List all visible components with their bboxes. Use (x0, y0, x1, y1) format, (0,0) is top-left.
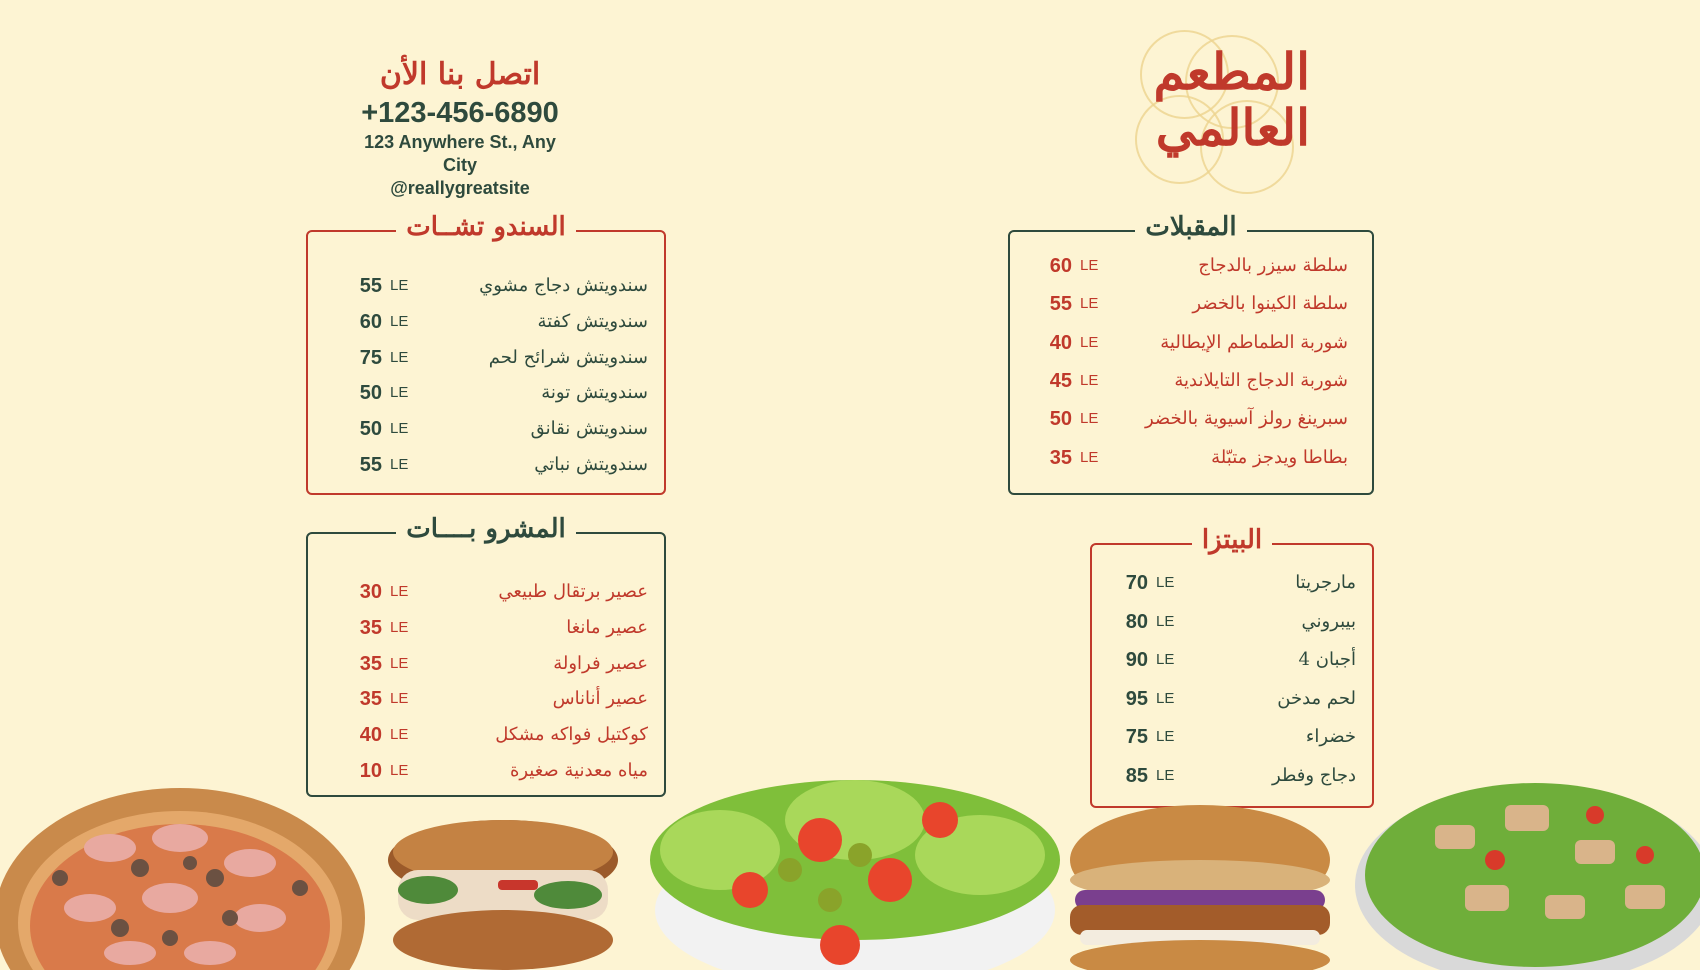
menu-item (338, 721, 648, 749)
menu-item-currency: LE (1080, 410, 1099, 428)
menu-item-currency: LE (390, 618, 409, 636)
menu-item (338, 415, 648, 443)
menu-item-price: 30 (359, 581, 382, 603)
menu-item-price: 10 (359, 760, 382, 782)
menu-item-currency: LE (1156, 651, 1175, 669)
menu-item (1104, 762, 1356, 790)
menu-item-currency: LE (390, 726, 409, 744)
menu-item (1028, 367, 1348, 395)
menu-item-currency: LE (1156, 574, 1175, 591)
menu-item-name: مارجريتا (1295, 572, 1356, 593)
menu-item-name: عصير مانغا (566, 616, 648, 638)
contact-block (330, 55, 590, 200)
menu-item-price: 60 (1049, 255, 1072, 277)
menu-item-name: دجاج وفطر (1272, 765, 1356, 786)
menu-item-currency: LE (1080, 257, 1099, 274)
menu-item (338, 578, 648, 606)
menu-item-currency: LE (390, 384, 409, 402)
caesar-salad-image (1345, 745, 1700, 970)
menu-item-price: 80 (1125, 610, 1148, 633)
menu-item (338, 451, 648, 479)
menu-item-currency: LE (390, 277, 409, 294)
menu-item-price: 35 (359, 616, 382, 639)
menu-item-name: سلطة الكينوا بالخضر (1192, 293, 1348, 315)
menu-item-name: سندويتش دجاج مشوي (479, 275, 648, 296)
menu-item-currency: LE (1080, 371, 1099, 389)
menu-item-currency: LE (1156, 612, 1175, 630)
menu-item-name: سبرينغ رولز آسيوية بالخضر (1144, 408, 1348, 430)
appetizers-title: المقبلات (1010, 212, 1372, 242)
appetizers-section (1008, 212, 1374, 495)
menu-item-price: 35 (1049, 446, 1072, 469)
logo-line-1: المطعم (1153, 42, 1310, 101)
menu-item-price: 75 (1125, 726, 1148, 749)
menu-item-name: عصير أناناس (552, 688, 648, 710)
menu-item-name: شوربة الدجاج التايلاندية (1174, 369, 1348, 391)
menu-item-currency: LE (1156, 728, 1175, 746)
menu-item (1104, 569, 1356, 597)
menu-item (1028, 252, 1348, 280)
contact-phone[interactable]: +123-456-6890 (361, 97, 559, 129)
salad-bowl-image (640, 760, 1070, 970)
menu-item (1104, 723, 1356, 751)
menu-item (338, 379, 648, 407)
menu-item-name: بيبروني (1301, 610, 1356, 632)
menu-item-price: 45 (1049, 369, 1072, 392)
burger-image (1060, 800, 1340, 970)
menu-item (1104, 646, 1356, 674)
menu-item-name: عصير برتقال طبيعي (498, 581, 648, 602)
menu-item-currency: LE (1156, 689, 1175, 707)
menu-item-price: 90 (1125, 649, 1148, 672)
menu-item-name: سندويتش شرائح لحم (488, 346, 648, 368)
pizza-section (1090, 525, 1374, 808)
drinks-title: المشرو بــــات (308, 514, 664, 544)
menu-item-price: 55 (359, 454, 382, 476)
pizza-title: البيتزا (1092, 525, 1372, 555)
menu-item (338, 650, 648, 678)
menu-item-name: سندويتش نقانق (530, 418, 648, 440)
menu-item-price: 85 (1125, 765, 1148, 787)
menu-item-price: 40 (1049, 331, 1072, 354)
menu-item-name: خضراء (1305, 726, 1356, 748)
menu-item-name: سندويتش تونة (541, 382, 648, 404)
menu-item-currency: LE (1156, 767, 1175, 784)
menu-item-price: 55 (1049, 293, 1072, 316)
menu-item-price: 35 (359, 652, 382, 675)
menu-item-name: سندويتش نباتي (534, 454, 648, 475)
menu-item (338, 308, 648, 336)
menu-item-currency: LE (1080, 333, 1099, 351)
menu-item-price: 35 (359, 688, 382, 711)
menu-item-price: 50 (1049, 408, 1072, 431)
menu-item-price: 55 (359, 275, 382, 297)
menu-item-currency: LE (1080, 448, 1099, 466)
menu-item-currency: LE (390, 312, 409, 330)
menu-item-price: 95 (1125, 687, 1148, 710)
menu-item-price: 50 (359, 382, 382, 405)
menu-item (1104, 685, 1356, 713)
menu-item (1028, 290, 1348, 318)
sandwich-image (378, 810, 628, 970)
drinks-section (306, 514, 666, 797)
menu-item-name: سلطة سيزر بالدجاج (1198, 255, 1348, 276)
menu-item-name: لحم مدخن (1277, 687, 1356, 709)
menu-item (338, 685, 648, 713)
contact-website[interactable]: @reallygreatsite (390, 178, 530, 198)
logo-line-2: العالمي (1155, 98, 1310, 157)
contact-address-line-2: City (442, 155, 477, 175)
menu-item-name: سندويتش كفتة (537, 310, 648, 332)
menu-item-price: 60 (359, 310, 382, 333)
menu-item-name: 4 أجبان (1298, 649, 1356, 671)
menu-item-name: عصير فراولة (553, 652, 648, 674)
menu-item-currency: LE (1080, 295, 1099, 313)
menu-item-price: 70 (1125, 572, 1148, 594)
menu-item-currency: LE (390, 762, 409, 779)
menu-item (1028, 405, 1348, 433)
menu-item-currency: LE (390, 456, 409, 473)
menu-item-currency: LE (390, 420, 409, 438)
menu-item (338, 614, 648, 642)
menu-item (338, 272, 648, 300)
menu-item-name: شوربة الطماطم الإيطالية (1160, 331, 1348, 353)
contact-address-line-1: 123 Anywhere St., Any (364, 132, 556, 152)
menu-item-name: بطاطا ويدجز متبّلة (1211, 446, 1348, 468)
pizza-image (0, 768, 368, 970)
menu-item (1028, 329, 1348, 357)
menu-item-name: مياه معدنية صغيرة (509, 760, 648, 781)
restaurant-logo (1130, 30, 1310, 180)
sandwiches-section (306, 212, 666, 495)
menu-item-currency: LE (390, 583, 409, 600)
menu-item-currency: LE (390, 654, 409, 672)
menu-item-price: 75 (359, 346, 382, 369)
menu-item-price: 50 (359, 418, 382, 441)
menu-item-name: كوكتيل فواكه مشكل (495, 724, 648, 746)
sandwiches-title: السندو تشــات (308, 212, 664, 242)
menu-item (338, 757, 648, 785)
menu-item (1028, 444, 1348, 472)
contact-title: اتصل بنا الأن (379, 57, 541, 92)
menu-item-price: 40 (359, 724, 382, 747)
menu-item (1104, 608, 1356, 636)
menu-item (338, 344, 648, 372)
menu-item-currency: LE (390, 348, 409, 366)
menu-item-currency: LE (390, 690, 409, 708)
